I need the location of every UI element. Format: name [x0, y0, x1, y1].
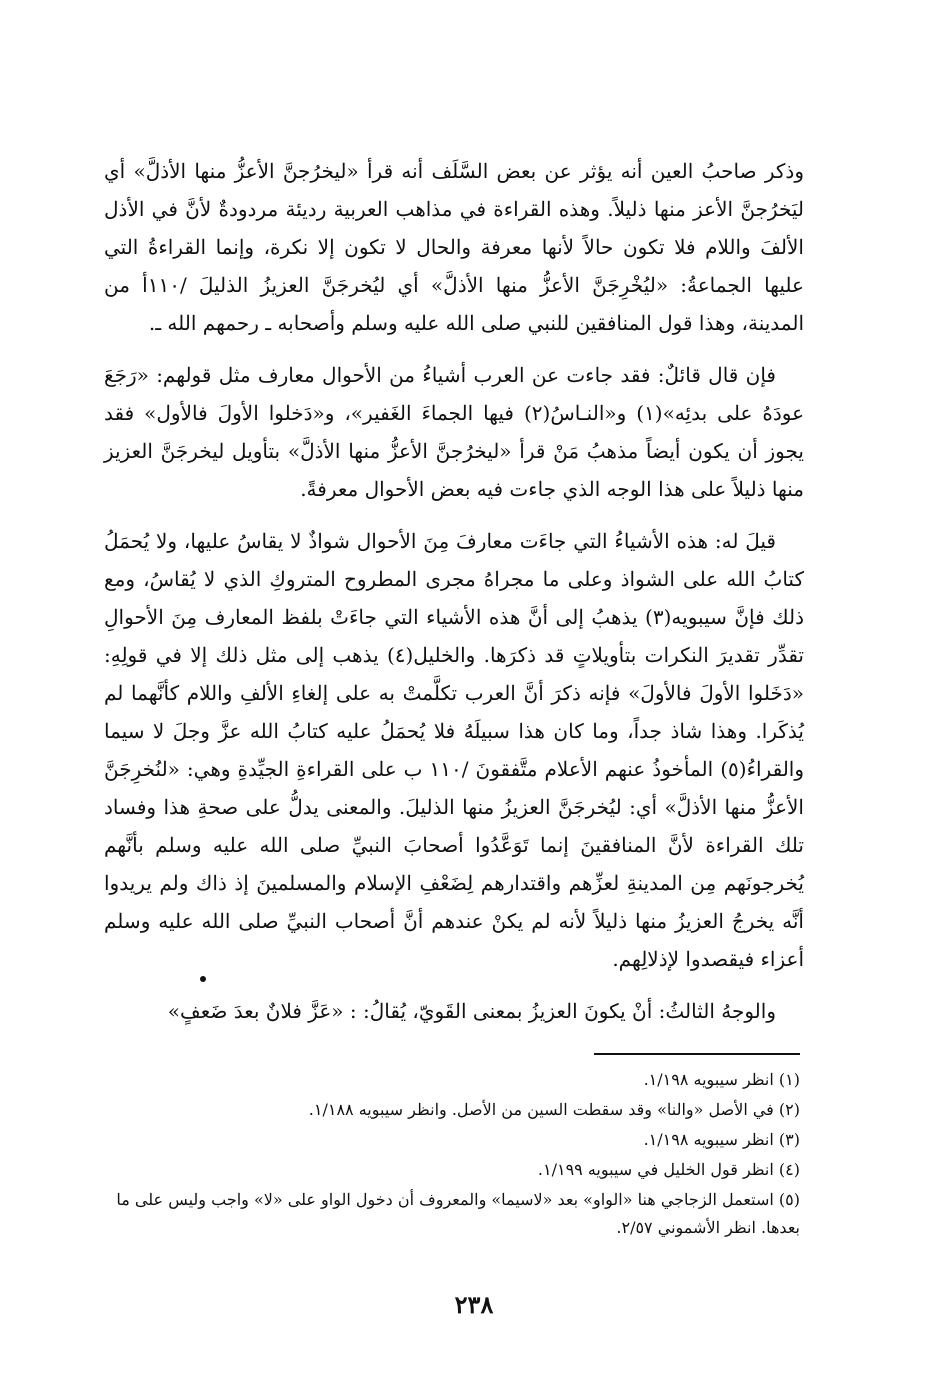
footnote-1: (١) انظر سيبويه ١/١٩٨. [643, 1070, 800, 1089]
main-text [104, 152, 804, 1044]
footnote-3: (٣) انظر سيبويه ١/١٩٨. [643, 1130, 800, 1149]
footnote-separator [594, 1053, 800, 1055]
paragraph-1: وذكر صاحبُ العين أنه يؤثر عن بعض السَّلَف أنه قرأ «ليخرُجنَّ الأعزُّ منها الأذلَّ» أي ليَخرُجنَّ الأعز منها ذليلاً. وهذه القراءة في مذاهب العربية رديئة مردودةٌ لأنَّ في الأذل الألفَ واللام فلا تكون حالاً لأنها معرفة والحال لا تكون إلا نكرة، وإنما القراءةُ التي عليها الجماعةُ: «ليُخْرِجَنَّ الأعزُّ منها الأذلَّ» أي ليُخرجَنَّ العزيزُ الذليلَ /١١٠أ من المدينة، وهذا قول المنافقين للنبي صلى الله عليه وسلم وأصحابه ـ رحمهم الله ـ. [104, 159, 804, 335]
footnote-5: (٥) استعمل الزجاجي هنا «الواو» بعد «لاسيما» والمعروف أن دخول الواو على «لا» واجب وليس على ما بعدها. انظر الأشموني ٢/٥٧. [116, 1190, 800, 1237]
paragraph-4: والوجهُ الثالثُ: أنْ يكونَ العزيزُ بمعنى القَويّ، يُقالُ: : «عَزَّ فلانٌ بعدَ ضَعفٍ» [167, 999, 776, 1023]
ink-dot [200, 976, 206, 982]
footnote-4: (٤) انظر قول الخليل في سيبويه ١/١٩٩. [537, 1160, 800, 1179]
footnotes [104, 1066, 800, 1244]
paragraph-3: قيلَ له: هذه الأشياءُ التي جاءَت معارفَ مِنَ الأحوال شواذٌ لا يقاسُ عليها، ولا يُحمَلُ كتابُ الله على الشواذ وعلى ما مجراهُ مجرى المطروح المتروكِ الذي لا يُقاسُ، ومع ذلك فإنَّ سيبويه(٣) يذهبُ إلى أنَّ هذه الأشياء التي جاءَتْ بلفظ المعارف مِنَ الأحوالِ تقدِّر تقديرَ النكرات بتأويلاتٍ قد ذكرَها. والخليل(٤) يذهب إلى مثل ذلك إلا في قولِهِ: «دَخَلوا الأولَ فالأولَ» فإنه ذكرَ أنَّ العرب تكلَّمتْ به على إلغاءِ الألفِ واللام كأنَّهما لم يُذكَرا. وهذا شاذ جداً، وما كان هذا سبيلَهُ فلا يُحمَلُ عليه كتابُ الله عزَّ وجلَ لا سيما والقراءُ(٥) المأخوذُ عنهم الأعلام متَّفقونَ /١١٠ ب على القراءةِ الجيِّدةِ وهي: «لنُخرِجَنَّ الأعزُّ منها الأذلَّ» أي: ليُخرجَنَّ العزيزُ منها الذليلَ. والمعنى يدلُّ على صحةِ هذا وفساد تلك القراءة لأنَّ المنافقينَ إنما تَوَعَّدُوا أصحابَ النبيِّ صلى الله عليه وسلم بأنَّهم يُخرجونَهم مِن المدينةِ لعزِّهم واقتدارهم لِضَعْفِ الإسلام والمسلمينَ إذ ذاك ولم يريدوا أنَّه يخرجُ العزيزُ منها ذليلاً لأنه لم يكنْ عندهم أنَّ أصحاب النبيِّ صلى الله عليه وسلم أعزاء فيقصدوا لإذلالِهم. [104, 529, 805, 971]
page-number: ٢٣٨ [454, 1290, 494, 1319]
footnote-2: (٢) في الأصل «والنا» وقد سقطت السين من الأصل. وانظر سيبويه ١/١٨٨. [308, 1100, 800, 1119]
paragraph-2: فإن قال قائلٌ: فقد جاءت عن العرب أشياءُ من الأحوال معارف مثل قولهم: «رَجَعَ عودَهُ على بدئِه»(١) و«النـاسُ(٢) فيها الجماءَ الغَفير»، و«دَخلوا الأولَ فالأول» فقد يجوز أن يكون أيضاً مذهبُ مَنْ قرأ «ليخرُجنَّ الأعزُّ منها الأذلَّ» بتأويل ليخرجَنَّ العزيز منها ذليلاً على هذا الوجه الذي جاءت فيه بعض الأحوال معرفةً. [104, 363, 804, 501]
